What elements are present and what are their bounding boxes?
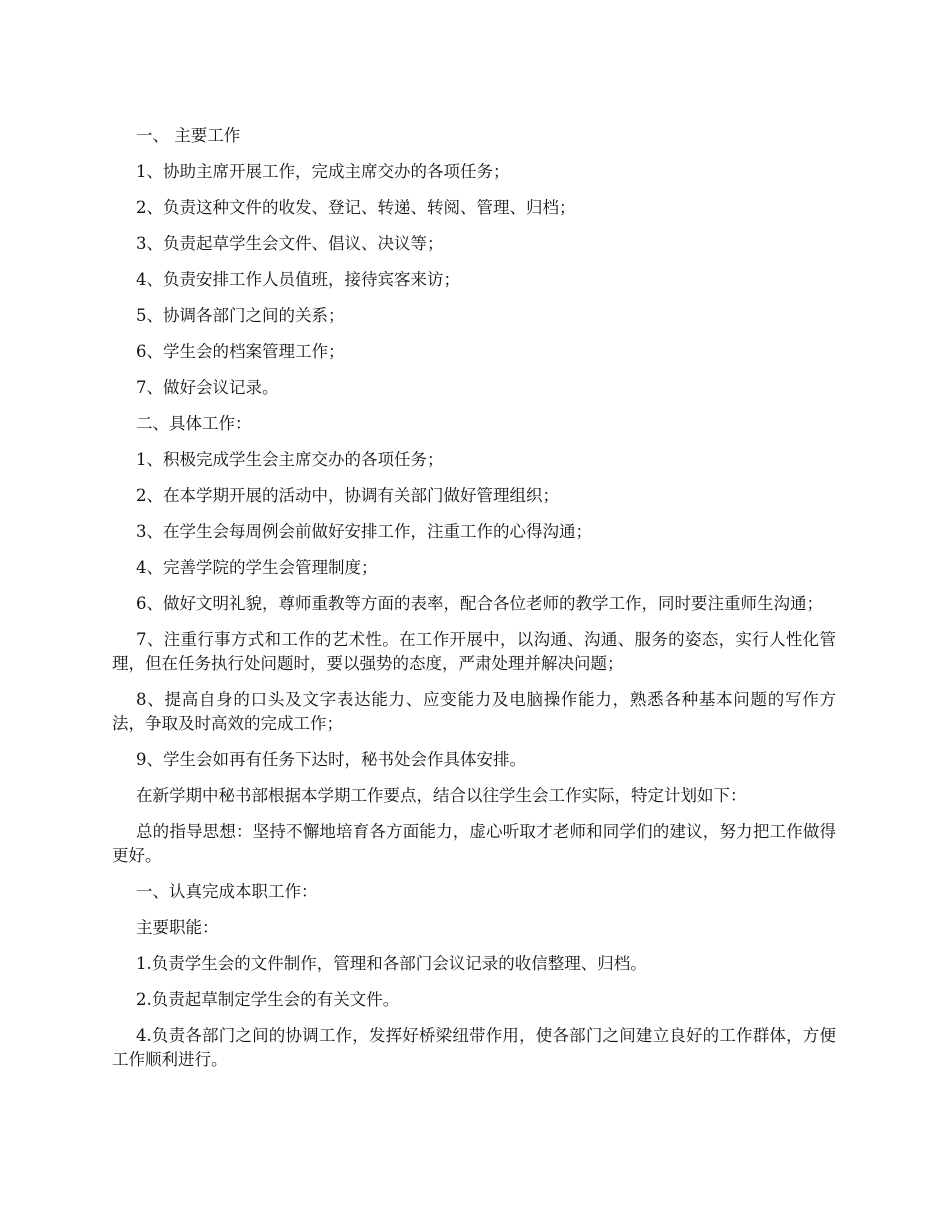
body-paragraph: 在新学期中秘书部根据本学期工作要点，结合以往学生会工作实际，特定计划如下：	[136, 786, 747, 805]
list-item: 4、负责安排工作人员值班，接待宾客来访；	[136, 270, 460, 289]
list-item: 7、注重行事方式和工作的艺术性。在工作开展中，以沟通、沟通、服务的姿态，实行人性化管理，但在任务执行处问题时，要以强势的态度，严肃处理并解决问题；	[112, 630, 836, 673]
list-item: 1.负责学生会的文件制作，管理和各部门会议记录的收信整理、归档。	[136, 954, 647, 973]
list-item: 3、在学生会每周例会前做好安排工作，注重工作的心得沟通；	[136, 522, 592, 541]
list-item: 6、学生会的档案管理工作；	[136, 342, 345, 361]
list-item: 1、协助主席开展工作，完成主席交办的各项任务；	[136, 162, 510, 181]
subheading-main-functions: 主要职能：	[136, 918, 219, 937]
list-item: 3、负责起草学生会文件、倡议、决议等；	[136, 234, 444, 253]
list-item: 6、做好文明礼貌，尊师重教等方面的表率，配合各位老师的教学工作，同时要注重师生沟通；	[136, 594, 823, 613]
body-paragraph: 总的指导思想：坚持不懈地培育各方面能力，虚心听取才老师和同学们的建议，努力把工作做得更好。	[112, 822, 836, 865]
list-item: 1、积极完成学生会主席交办的各项任务；	[136, 450, 444, 469]
list-item: 4.负责各部门之间的协调工作，发挥好桥梁纽带作用，使各部门之间建立良好的工作群体，方便工作顺利进行。	[112, 1026, 836, 1069]
section-heading-specific-work: 二、具体工作：	[136, 414, 252, 433]
section-heading-main-work: 一、 主要工作	[136, 126, 241, 145]
list-item: 5、协调各部门之间的关系；	[136, 306, 345, 325]
list-item: 9、学生会如再有任务下达时，秘书处会作具体安排。	[136, 750, 526, 769]
document-body	[112, 124, 836, 1084]
list-item: 2、负责这种文件的收发、登记、转递、转阅、管理、归档；	[136, 198, 576, 217]
section-heading-duties: 一、认真完成本职工作：	[136, 882, 318, 901]
list-item: 2.负责起草制定学生会的有关文件。	[136, 990, 400, 1009]
list-item: 8、提高自身的口头及文字表达能力、应变能力及电脑操作能力，熟悉各种基本问题的写作方法，争取及时高效的完成工作；	[112, 690, 836, 733]
list-item: 7、做好会议记录。	[136, 378, 279, 397]
list-item: 4、完善学院的学生会管理制度；	[136, 558, 378, 577]
list-item: 2、在本学期开展的活动中，协调有关部门做好管理组织；	[136, 486, 559, 505]
